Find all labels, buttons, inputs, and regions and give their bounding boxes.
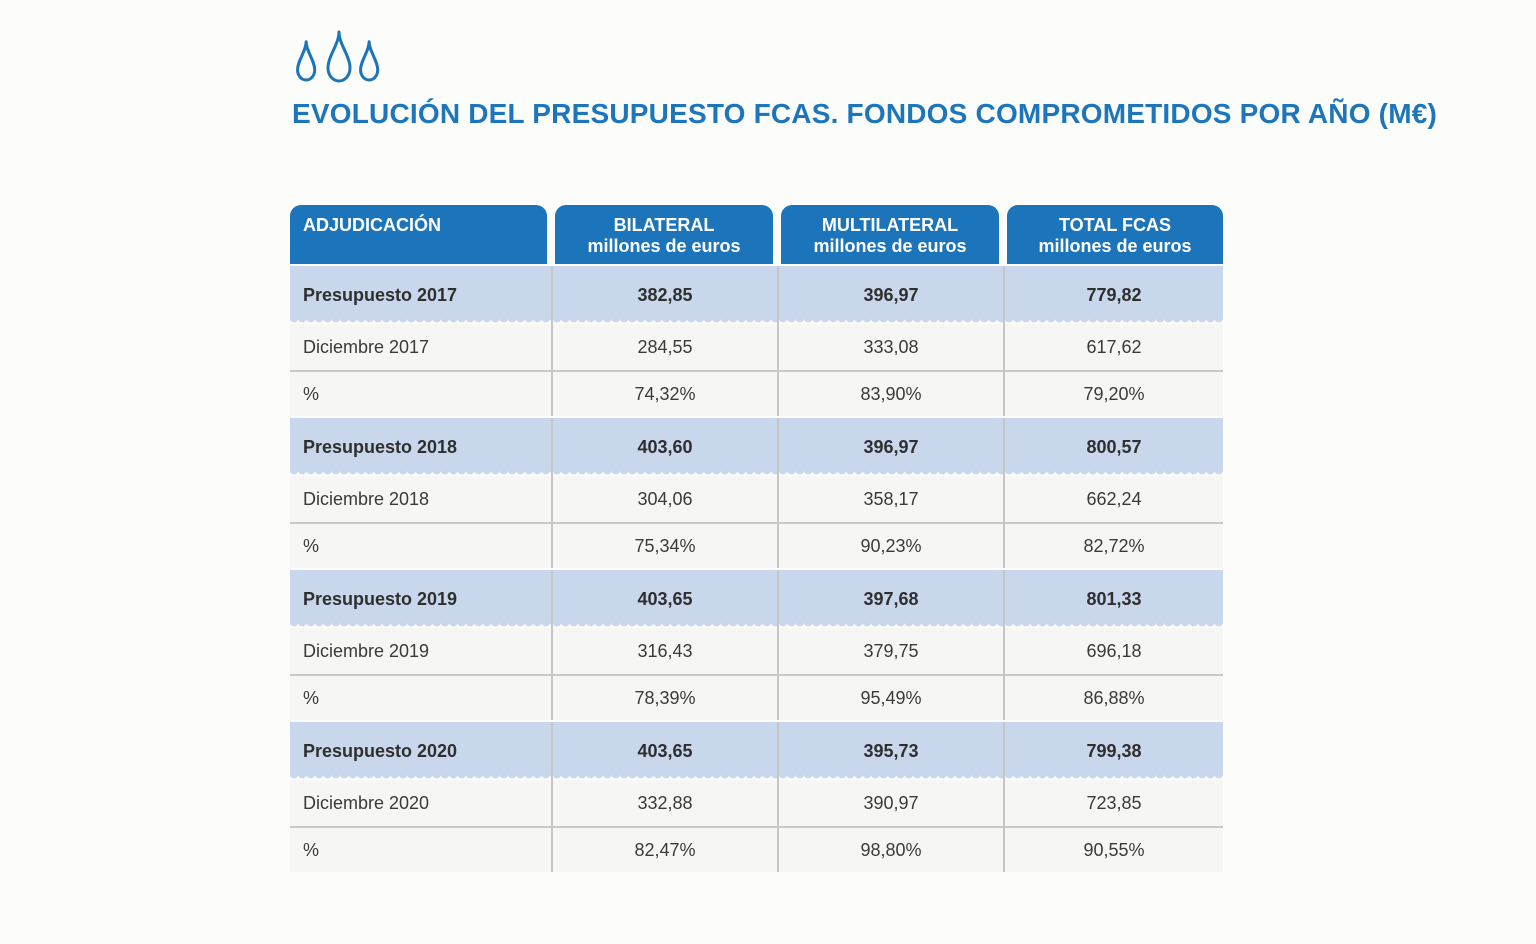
row-label-cell: Diciembre 2018 bbox=[303, 488, 430, 509]
total-fcas-value-cell: 79,20% bbox=[1003, 372, 1223, 416]
row-label-cell: Presupuesto 2020 bbox=[290, 722, 551, 780]
column-header-label: TOTAL FCAS bbox=[1059, 215, 1171, 235]
bilateral-value-cell: 403,65 bbox=[551, 570, 777, 628]
column-header-sublabel: millones de euros bbox=[1038, 236, 1192, 256]
table-row bbox=[290, 674, 1223, 720]
table-row bbox=[290, 416, 1223, 476]
column-header-label: MULTILATERAL bbox=[821, 215, 959, 235]
page-title: EVOLUCIÓN DEL PRESUPUESTO FCAS. FONDOS COMPROMETIDOS POR AÑO (M€) bbox=[292, 98, 1438, 129]
total-fcas-value-cell: 662,24 bbox=[1003, 476, 1223, 522]
row-label-cell: % bbox=[303, 535, 320, 556]
row-label-cell: Diciembre 2019 bbox=[303, 640, 430, 661]
table-row bbox=[290, 264, 1223, 324]
total-fcas-value-cell: 86,88% bbox=[1003, 676, 1223, 720]
bilateral-value-cell: 82,47% bbox=[551, 828, 777, 872]
total-fcas-value-cell: 800,57 bbox=[1003, 418, 1223, 476]
column-header-total-fcas bbox=[1007, 205, 1223, 264]
total-fcas-value-cell: 696,18 bbox=[1003, 628, 1223, 674]
bilateral-value-cell: 316,43 bbox=[551, 628, 777, 674]
table-row bbox=[290, 826, 1223, 872]
row-label-cell: Presupuesto 2019 bbox=[290, 570, 551, 628]
row-label-cell: % bbox=[303, 383, 320, 404]
multilateral-value-cell: 379,75 bbox=[777, 628, 1003, 674]
row-label-cell: % bbox=[303, 839, 320, 860]
bilateral-value-cell: 403,60 bbox=[551, 418, 777, 476]
bilateral-value-cell: 382,85 bbox=[551, 266, 777, 324]
total-fcas-value-cell: 90,55% bbox=[1003, 828, 1223, 872]
multilateral-value-cell: 333,08 bbox=[777, 324, 1003, 370]
table-row bbox=[290, 780, 1223, 826]
row-label-cell: Presupuesto 2018 bbox=[290, 418, 551, 476]
multilateral-value-cell: 358,17 bbox=[777, 476, 1003, 522]
bilateral-value-cell: 403,65 bbox=[551, 722, 777, 780]
column-header-multilateral bbox=[781, 205, 999, 264]
table-row bbox=[290, 720, 1223, 780]
multilateral-value-cell: 396,97 bbox=[777, 266, 1003, 324]
total-fcas-value-cell: 82,72% bbox=[1003, 524, 1223, 568]
multilateral-value-cell: 83,90% bbox=[777, 372, 1003, 416]
multilateral-value-cell: 98,80% bbox=[777, 828, 1003, 872]
bilateral-value-cell: 78,39% bbox=[551, 676, 777, 720]
bilateral-value-cell: 332,88 bbox=[551, 780, 777, 826]
table-row bbox=[290, 522, 1223, 568]
multilateral-value-cell: 90,23% bbox=[777, 524, 1003, 568]
column-header-sublabel: millones de euros bbox=[813, 236, 967, 256]
total-fcas-value-cell: 779,82 bbox=[1003, 266, 1223, 324]
column-header-label: BILATERAL bbox=[613, 215, 715, 235]
multilateral-value-cell: 396,97 bbox=[777, 418, 1003, 476]
table-row bbox=[290, 628, 1223, 674]
multilateral-value-cell: 95,49% bbox=[777, 676, 1003, 720]
multilateral-value-cell: 397,68 bbox=[777, 570, 1003, 628]
water-drops-logo bbox=[295, 30, 387, 89]
bilateral-value-cell: 74,32% bbox=[551, 372, 777, 416]
multilateral-value-cell: 395,73 bbox=[777, 722, 1003, 780]
column-header-label: ADJUDICACIÓN bbox=[303, 215, 442, 235]
water-drop-icon bbox=[295, 30, 387, 84]
column-header-sublabel: millones de euros bbox=[587, 236, 741, 256]
table-body bbox=[290, 264, 1223, 872]
row-label-cell: Presupuesto 2017 bbox=[290, 266, 551, 324]
total-fcas-value-cell: 799,38 bbox=[1003, 722, 1223, 780]
bilateral-value-cell: 304,06 bbox=[551, 476, 777, 522]
table-header-row bbox=[290, 205, 1223, 264]
table-row bbox=[290, 324, 1223, 370]
row-label-cell: % bbox=[303, 687, 320, 708]
row-label-cell: Diciembre 2017 bbox=[303, 336, 430, 357]
multilateral-value-cell: 390,97 bbox=[777, 780, 1003, 826]
total-fcas-value-cell: 723,85 bbox=[1003, 780, 1223, 826]
total-fcas-value-cell: 617,62 bbox=[1003, 324, 1223, 370]
bilateral-value-cell: 284,55 bbox=[551, 324, 777, 370]
total-fcas-value-cell: 801,33 bbox=[1003, 570, 1223, 628]
bilateral-value-cell: 75,34% bbox=[551, 524, 777, 568]
table-row bbox=[290, 370, 1223, 416]
budget-table bbox=[290, 205, 1223, 872]
column-header-adjudicacion bbox=[290, 205, 547, 264]
column-header-bilateral bbox=[555, 205, 773, 264]
table-row bbox=[290, 568, 1223, 628]
table-row bbox=[290, 476, 1223, 522]
row-label-cell: Diciembre 2020 bbox=[303, 792, 430, 813]
